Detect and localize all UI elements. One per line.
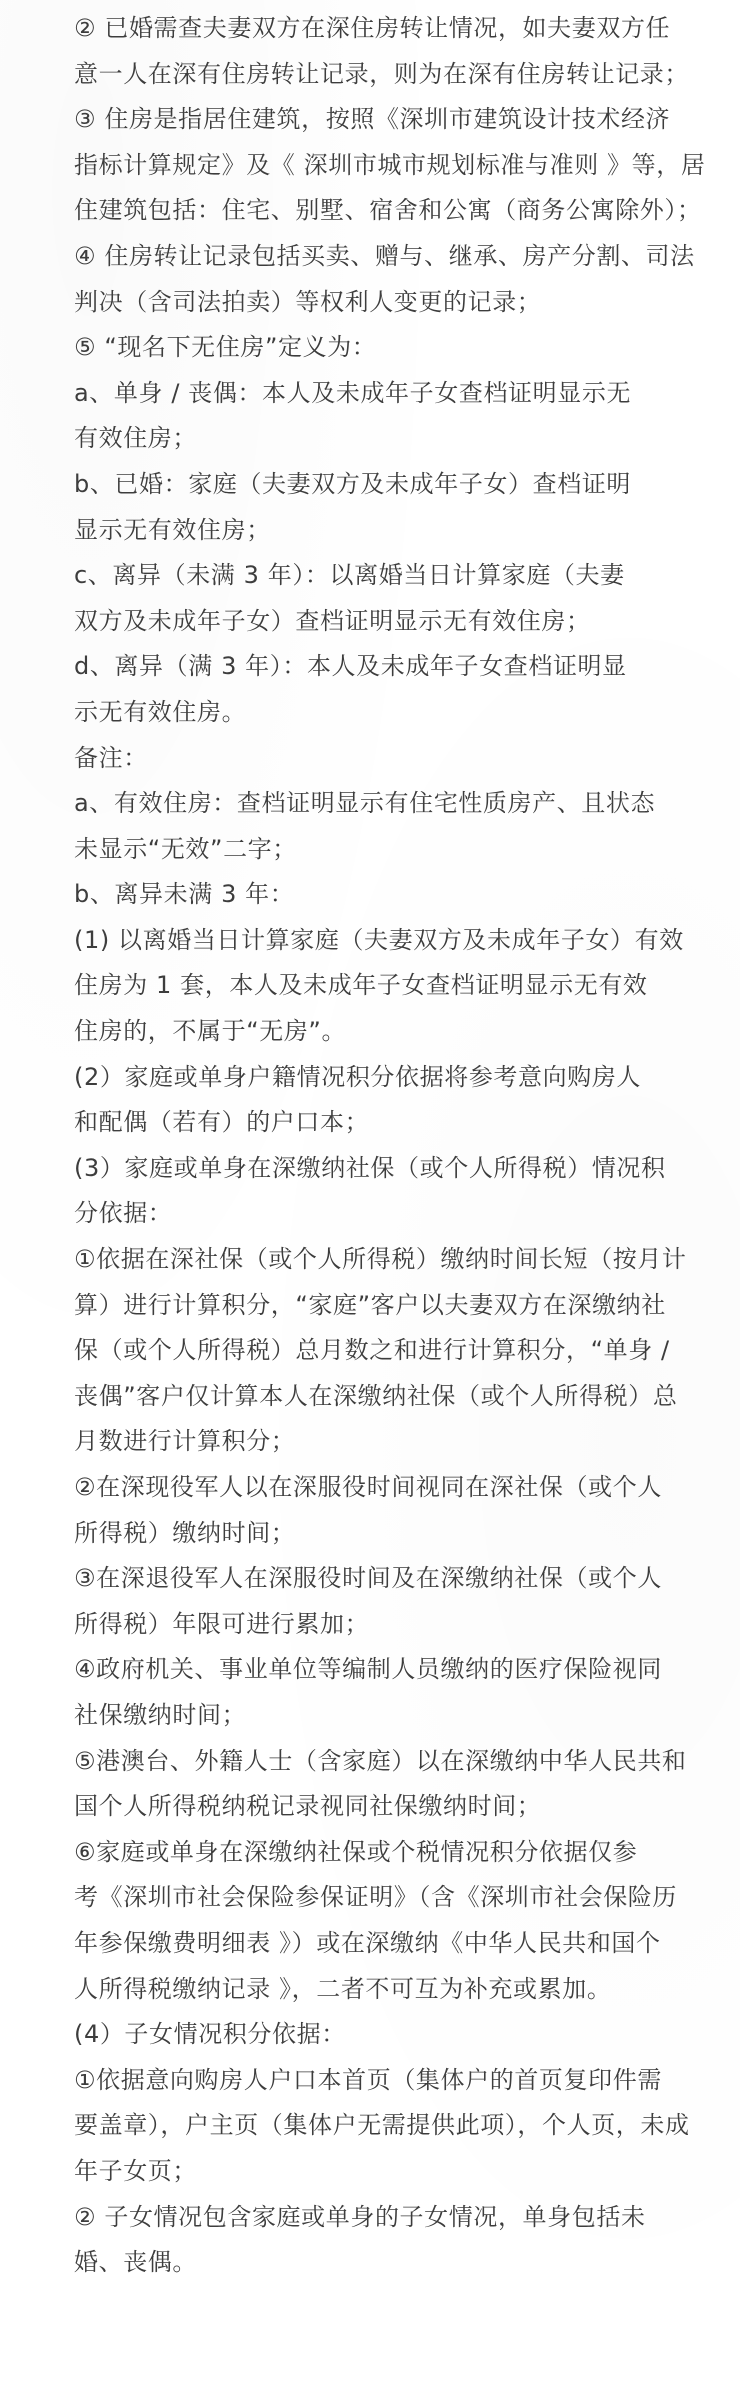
text-line: 示无有效住房。: [74, 697, 247, 726]
text-line: 社保缴纳时间；: [74, 1700, 247, 1729]
text-line: 要盖章），户主页（集体户无需提供此项），个人页，未成: [74, 2111, 690, 2140]
text-line: 意一人在深有住房转让记录，则为在深有住房转让记录；: [74, 59, 689, 88]
text-line: b、离异未满 3 年：: [74, 880, 295, 909]
text-line: 指标计算规定》及《 深圳市城市规划标准与准则 》等，居: [74, 150, 706, 179]
text-line: b、已婚：家庭（夫妻双方及未成年子女）查档证明: [74, 469, 632, 498]
text-line: 年参保缴费明细表 》）或在深缴纳《中华人民共和国个: [74, 1928, 661, 1957]
text-line: 人所得税缴纳记录 》，二者不可互为补充或累加。: [74, 1974, 612, 2003]
text-line: ①依据在深社保（或个人所得税）缴纳时间长短（按月计: [74, 1245, 687, 1274]
text-line: ①依据意向购房人户口本首页（集体户的首页复印件需: [74, 2065, 662, 2094]
text-line: a、单身 / 丧偶：本人及未成年子女查档证明显示无: [74, 378, 632, 407]
text-line: 备注：: [74, 743, 148, 772]
text-line: (2）家庭或单身户籍情况积分依据将参考意向购房人: [74, 1062, 642, 1091]
text-line: ④ 住房转让记录包括买卖、赠与、继承、房产分割、司法: [74, 241, 695, 270]
text-line: 双方及未成年子女）查档证明显示无有效住房；: [74, 606, 591, 635]
text-line: (1) 以离婚当日计算家庭（夫妻双方及未成年子女）有效: [74, 925, 684, 954]
text-line: 和配偶（若有）的户口本；: [74, 1108, 370, 1137]
text-line: 分依据：: [74, 1199, 173, 1228]
text-line: ⑥家庭或单身在深缴纳社保或个税情况积分依据仅参: [74, 1837, 638, 1866]
text-line: 显示无有效住房；: [74, 515, 271, 544]
text-line: (4）子女情况积分依据：: [74, 2020, 346, 2049]
text-line: 考《深圳市社会保险参保证明》（含《深圳市社会保险历: [74, 1883, 677, 1912]
text-line: 住房的，不属于“无房”。: [74, 1017, 347, 1046]
text-line: (3）家庭或单身在深缴纳社保（或个人所得税）情况积: [74, 1153, 666, 1182]
text-line: ③ 住房是指居住建筑，按照《深圳市建筑设计技术经济: [74, 105, 671, 134]
text-line: 国个人所得税纳税记录视同社保缴纳时间；: [74, 1792, 542, 1821]
text-line: 丧偶”客户仅计算本人在深缴纳社保（或个人所得税）总: [74, 1381, 678, 1410]
text-line: 判决（含司法拍卖）等权利人变更的记录；: [74, 287, 542, 316]
text-line: ② 已婚需查夫妻双方在深住房转让情况，如夫妻双方任: [74, 14, 671, 42]
text-line: ③在深退役军人在深服役时间及在深缴纳社保（或个人: [74, 1564, 662, 1593]
text-line: 有效住房；: [74, 424, 197, 453]
text-line: 保（或个人所得税）总月数之和进行计算积分，“单身 /: [74, 1336, 670, 1365]
text-line: 所得税）年限可进行累加；: [74, 1609, 370, 1638]
text-line: d、离异（满 3 年）：本人及未成年子女查档证明显: [74, 652, 627, 681]
text-line: a、有效住房：查档证明显示有住宅性质房产、且状态: [74, 789, 656, 818]
text-line: 住房为 1 套，本人及未成年子女查档证明显示无有效: [74, 971, 648, 1000]
text-line: c、离异（未满 3 年）：以离婚当日计算家庭（夫妻: [74, 561, 625, 590]
text-line: ⑤港澳台、外籍人士（含家庭）以在深缴纳中华人民共和: [74, 1746, 687, 1775]
text-line: ④政府机关、事业单位等编制人员缴纳的医疗保险视同: [74, 1655, 662, 1684]
text-line: ⑤ “现名下无住房”定义为：: [74, 333, 377, 362]
text-line: 算）进行计算积分，“家庭”客户以夫妻双方在深缴纳社: [74, 1290, 666, 1319]
text-line: 住建筑包括：住宅、别墅、宿舍和公寓（商务公寓除外）；: [74, 196, 702, 225]
text-line: ②在深现役军人以在深服役时间视同在深社保（或个人: [74, 1473, 662, 1501]
text-line: 婚、丧偶。: [74, 2248, 197, 2277]
text-line: 所得税）缴纳时间；: [74, 1518, 296, 1547]
text-line: 月数进行计算积分；: [74, 1427, 296, 1456]
text-line: ② 子女情况包含家庭或单身的子女情况，单身包括未: [74, 2202, 646, 2231]
text-line: 年子女页；: [74, 2156, 197, 2185]
text-line: 未显示“无效”二字；: [74, 834, 297, 863]
